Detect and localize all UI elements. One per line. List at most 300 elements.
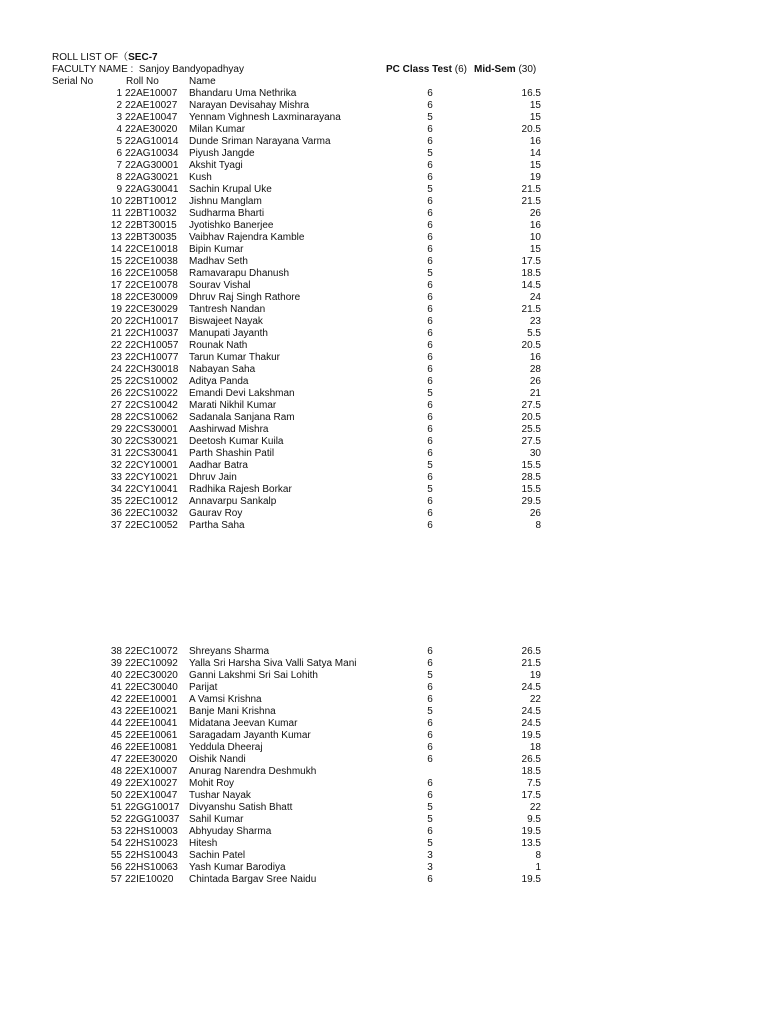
roll-no: 22CS10042 — [125, 400, 178, 411]
pc-class-test-mark: 6 — [427, 778, 433, 789]
student-name: Bipin Kumar — [189, 244, 244, 255]
mid-sem-mark: 14 — [529, 148, 541, 159]
pc-class-test-mark: 6 — [427, 520, 433, 531]
student-row — [0, 172, 768, 184]
serial-no: 39 — [110, 658, 122, 669]
pc-class-test-mark: 6 — [427, 244, 433, 255]
student-name: Anurag Narendra Deshmukh — [189, 766, 317, 777]
pc-class-test-mark: 5 — [427, 802, 433, 813]
roll-no: 22AE10047 — [125, 112, 178, 123]
student-name: Abhyuday Sharma — [189, 826, 272, 837]
pc-class-test-mark: 3 — [427, 850, 433, 861]
mid-sem-mark: 19.5 — [521, 826, 541, 837]
pc-class-test-mark: 6 — [427, 682, 433, 693]
student-row — [0, 658, 768, 670]
roll-no: 22EC30040 — [125, 682, 178, 693]
roll-no: 22AE10007 — [125, 88, 178, 99]
student-row — [0, 124, 768, 136]
mid-sem-mark: 16 — [529, 352, 541, 363]
student-row — [0, 340, 768, 352]
mid-sem-mark: 20.5 — [521, 412, 541, 423]
mid-sem-mark: 16.5 — [521, 88, 541, 99]
serial-no: 3 — [116, 112, 122, 123]
mid-sem-mark: 8 — [535, 850, 541, 861]
col-pc-label: PC Class Test — [386, 64, 452, 75]
serial-no: 6 — [116, 148, 122, 159]
roll-no: 22AE30020 — [125, 124, 178, 135]
pc-class-test-mark: 5 — [427, 148, 433, 159]
pc-class-test-mark: 6 — [427, 220, 433, 231]
roll-no: 22AG30001 — [125, 160, 179, 171]
roll-no: 22CE30009 — [125, 292, 178, 303]
student-row — [0, 862, 768, 874]
roll-no: 22CH10037 — [125, 328, 179, 339]
serial-no: 15 — [110, 256, 122, 267]
roll-no: 22GG10037 — [125, 814, 180, 825]
serial-no: 57 — [110, 874, 122, 885]
pc-class-test-mark: 6 — [427, 124, 433, 135]
mid-sem-mark: 5.5 — [527, 328, 541, 339]
mid-sem-mark: 15.5 — [521, 484, 541, 495]
student-name: Sourav Vishal — [189, 280, 251, 291]
serial-no: 9 — [116, 184, 122, 195]
roll-list-title — [52, 52, 158, 64]
roll-no: 22CS30041 — [125, 448, 178, 459]
pc-class-test-mark: 5 — [427, 112, 433, 123]
serial-no: 45 — [110, 730, 122, 741]
mid-sem-mark: 21 — [529, 388, 541, 399]
pc-class-test-mark: 5 — [427, 838, 433, 849]
roll-no: 22EE10021 — [125, 706, 178, 717]
student-name: Shreyans Sharma — [189, 646, 270, 657]
col-roll-header: Roll No — [126, 76, 159, 87]
student-row — [0, 88, 768, 100]
mid-sem-mark: 26.5 — [521, 646, 541, 657]
pc-class-test-mark: 6 — [427, 208, 433, 219]
mid-sem-mark: 26 — [529, 508, 541, 519]
serial-no: 31 — [110, 448, 122, 459]
student-name: Rounak Nath — [189, 340, 248, 351]
serial-no: 21 — [110, 328, 122, 339]
student-row — [0, 790, 768, 802]
student-row — [0, 460, 768, 472]
mid-sem-mark: 27.5 — [521, 436, 541, 447]
student-name: Yeddula Dheeraj — [189, 742, 263, 753]
serial-no: 36 — [110, 508, 122, 519]
pc-class-test-mark: 6 — [427, 472, 433, 483]
serial-no: 13 — [110, 232, 122, 243]
col-mid-max: (30) — [518, 64, 537, 75]
serial-no: 29 — [110, 424, 122, 435]
mid-sem-mark: 21.5 — [521, 184, 541, 195]
pc-class-test-mark: 6 — [427, 826, 433, 837]
mid-sem-mark: 23 — [529, 316, 541, 327]
serial-no: 42 — [110, 694, 122, 705]
faculty-line — [52, 64, 244, 76]
student-name: Emandi Devi Lakshman — [189, 388, 295, 399]
pc-class-test-mark: 6 — [427, 508, 433, 519]
serial-no: 14 — [110, 244, 122, 255]
student-name: Dhruv Jain — [189, 472, 237, 483]
student-name: Ganni Lakshmi Sri Sai Lohith — [189, 670, 318, 681]
roll-no: 22BT10032 — [125, 208, 177, 219]
roll-no: 22BT10012 — [125, 196, 177, 207]
student-name: A Vamsi Krishna — [189, 694, 262, 705]
serial-no: 24 — [110, 364, 122, 375]
student-row — [0, 718, 768, 730]
mid-sem-mark: 1 — [535, 862, 541, 873]
serial-no: 19 — [110, 304, 122, 315]
pc-class-test-mark: 6 — [427, 424, 433, 435]
mid-sem-mark: 15 — [529, 112, 541, 123]
serial-no: 28 — [110, 412, 122, 423]
student-name: Sahil Kumar — [189, 814, 244, 825]
pc-class-test-mark: 6 — [427, 172, 433, 183]
student-row — [0, 400, 768, 412]
student-name: Yash Kumar Barodiya — [189, 862, 286, 873]
roll-no: 22CY10041 — [125, 484, 178, 495]
serial-no: 11 — [111, 208, 122, 219]
student-name: Saragadam Jayanth Kumar — [189, 730, 311, 741]
pc-class-test-mark: 3 — [427, 862, 433, 873]
mid-sem-mark: 19.5 — [521, 874, 541, 885]
roll-no: 22CS30021 — [125, 436, 178, 447]
col-pc-header — [386, 64, 467, 76]
serial-no: 7 — [116, 160, 122, 171]
student-row — [0, 838, 768, 850]
roll-no: 22EX10007 — [125, 766, 178, 777]
student-row — [0, 436, 768, 448]
roll-no: 22EC10092 — [125, 658, 178, 669]
roll-no: 22CE10018 — [125, 244, 178, 255]
student-name: Nabayan Saha — [189, 364, 256, 375]
student-name: Aditya Panda — [189, 376, 249, 387]
mid-sem-mark: 16 — [529, 220, 541, 231]
mid-sem-mark: 17.5 — [521, 790, 541, 801]
mid-sem-mark: 24 — [529, 292, 541, 303]
student-row — [0, 670, 768, 682]
student-row — [0, 112, 768, 124]
section-label: SEC-7 — [128, 52, 158, 63]
student-name: Yennam Vighnesh Laxminarayana — [189, 112, 341, 123]
serial-no: 46 — [110, 742, 122, 753]
serial-no: 2 — [116, 100, 122, 111]
mid-sem-mark: 15 — [529, 100, 541, 111]
student-name: Yalla Sri Harsha Siva Valli Satya Mani — [189, 658, 357, 669]
faculty-label: FACULTY NAME : — [52, 64, 134, 75]
serial-no: 16 — [110, 268, 122, 279]
student-row — [0, 754, 768, 766]
pc-class-test-mark: 6 — [427, 160, 433, 171]
roll-no: 22EE10061 — [125, 730, 178, 741]
pc-class-test-mark: 6 — [427, 352, 433, 363]
student-name: Jishnu Manglam — [189, 196, 262, 207]
mid-sem-mark: 27.5 — [521, 400, 541, 411]
serial-no: 25 — [110, 376, 122, 387]
serial-no: 50 — [110, 790, 122, 801]
pc-class-test-mark: 6 — [427, 790, 433, 801]
student-row — [0, 826, 768, 838]
mid-sem-mark: 20.5 — [521, 124, 541, 135]
student-name: Parth Shashin Patil — [189, 448, 275, 459]
pc-class-test-mark: 6 — [427, 196, 433, 207]
student-name: Madhav Seth — [189, 256, 248, 267]
student-name: Milan Kumar — [189, 124, 246, 135]
pc-class-test-mark: 5 — [427, 814, 433, 825]
student-row — [0, 646, 768, 658]
pc-class-test-mark: 5 — [427, 706, 433, 717]
pc-class-test-mark: 5 — [427, 670, 433, 681]
roll-no: 22CE10058 — [125, 268, 178, 279]
mid-sem-mark: 29.5 — [521, 496, 541, 507]
serial-no: 18 — [110, 292, 122, 303]
student-name: Tushar Nayak — [189, 790, 251, 801]
serial-no: 37 — [110, 520, 122, 531]
serial-no: 35 — [110, 496, 122, 507]
student-name: Marati Nikhil Kumar — [189, 400, 277, 411]
mid-sem-mark: 15 — [529, 244, 541, 255]
mid-sem-mark: 26 — [529, 376, 541, 387]
serial-no: 53 — [110, 826, 122, 837]
student-row — [0, 352, 768, 364]
mid-sem-mark: 24.5 — [521, 682, 541, 693]
student-row — [0, 244, 768, 256]
student-row — [0, 508, 768, 520]
serial-no: 26 — [110, 388, 122, 399]
pc-class-test-mark: 6 — [427, 304, 433, 315]
mid-sem-mark: 19 — [529, 172, 541, 183]
pc-class-test-mark: 5 — [427, 460, 433, 471]
pc-class-test-mark: 6 — [427, 280, 433, 291]
roll-no: 22CH10017 — [125, 316, 179, 327]
pc-class-test-mark: 5 — [427, 268, 433, 279]
student-row — [0, 388, 768, 400]
mid-sem-mark: 18.5 — [521, 766, 541, 777]
serial-no: 55 — [110, 850, 122, 861]
student-name: Bhandaru Uma Nethrika — [189, 88, 297, 99]
roll-no: 22CE30029 — [125, 304, 178, 315]
student-name: Akshit Tyagi — [189, 160, 243, 171]
roll-no: 22AG30041 — [125, 184, 179, 195]
serial-no: 30 — [110, 436, 122, 447]
roll-no: 22AG10014 — [125, 136, 179, 147]
student-row — [0, 424, 768, 436]
student-name: Banje Mani Krishna — [189, 706, 276, 717]
student-row — [0, 874, 768, 886]
serial-no: 56 — [110, 862, 122, 873]
roll-no: 22CH10057 — [125, 340, 179, 351]
student-row — [0, 730, 768, 742]
student-name: Tantresh Nandan — [189, 304, 266, 315]
student-name: Dhruv Raj Singh Rathore — [189, 292, 301, 303]
mid-sem-mark: 14.5 — [521, 280, 541, 291]
serial-no: 23 — [110, 352, 122, 363]
col-name-header: Name — [189, 76, 216, 87]
mid-sem-mark: 19.5 — [521, 730, 541, 741]
roll-no: 22CS30001 — [125, 424, 178, 435]
student-name: Deetosh Kumar Kuila — [189, 436, 284, 447]
student-name: Aashirwad Mishra — [189, 424, 269, 435]
mid-sem-mark: 10 — [529, 232, 541, 243]
roll-no: 22AG30021 — [125, 172, 179, 183]
roll-no: 22BT30035 — [125, 232, 177, 243]
col-mid-header — [474, 64, 536, 76]
pc-class-test-mark: 6 — [427, 730, 433, 741]
pc-class-test-mark: 6 — [427, 316, 433, 327]
faculty-name: Sanjoy Bandyopadhyay — [138, 64, 244, 75]
roll-no: 22EC10072 — [125, 646, 178, 657]
pc-class-test-mark: 6 — [427, 718, 433, 729]
pc-class-test-mark: 6 — [427, 496, 433, 507]
mid-sem-mark: 21.5 — [521, 304, 541, 315]
student-name: Sachin Patel — [189, 850, 246, 861]
student-row — [0, 364, 768, 376]
student-name: Hitesh — [189, 838, 218, 849]
student-row — [0, 148, 768, 160]
serial-no: 38 — [110, 646, 122, 657]
pc-class-test-mark: 6 — [427, 694, 433, 705]
serial-no: 8 — [116, 172, 122, 183]
roll-no: 22EE10001 — [125, 694, 178, 705]
pc-class-test-mark: 6 — [427, 376, 433, 387]
student-row — [0, 280, 768, 292]
student-row — [0, 256, 768, 268]
mid-sem-mark: 15 — [529, 160, 541, 171]
student-row — [0, 292, 768, 304]
student-row — [0, 520, 768, 532]
roll-no: 22CE10078 — [125, 280, 178, 291]
student-name: Manupati Jayanth — [189, 328, 268, 339]
student-name: Sudharma Bharti — [189, 208, 265, 219]
pc-class-test-mark: 6 — [427, 232, 433, 243]
roll-no: 22CY10001 — [125, 460, 178, 471]
student-row — [0, 778, 768, 790]
serial-no: 27 — [110, 400, 122, 411]
pc-class-test-mark: 6 — [427, 754, 433, 765]
pc-class-test-mark: 6 — [427, 256, 433, 267]
pc-class-test-mark: 6 — [427, 742, 433, 753]
serial-no: 22 — [110, 340, 122, 351]
serial-no: 34 — [110, 484, 122, 495]
student-row — [0, 706, 768, 718]
roll-no: 22EE10041 — [125, 718, 178, 729]
student-rows-block-2 — [0, 646, 768, 886]
roll-no: 22HS10003 — [125, 826, 178, 837]
serial-no: 20 — [110, 316, 122, 327]
student-row — [0, 268, 768, 280]
pc-class-test-mark: 6 — [427, 646, 433, 657]
student-row — [0, 220, 768, 232]
student-row — [0, 682, 768, 694]
pc-class-test-mark: 5 — [427, 388, 433, 399]
mid-sem-mark: 22 — [529, 802, 541, 813]
mid-sem-mark: 26.5 — [521, 754, 541, 765]
mid-sem-mark: 24.5 — [521, 718, 541, 729]
serial-no: 54 — [110, 838, 122, 849]
roll-no: 22CH10077 — [125, 352, 179, 363]
mid-sem-mark: 8 — [535, 520, 541, 531]
col-pc-max: (6) — [454, 64, 467, 75]
student-name: Divyanshu Satish Bhatt — [189, 802, 293, 813]
student-name: Sachin Krupal Uke — [189, 184, 272, 195]
student-row — [0, 814, 768, 826]
serial-no: 52 — [110, 814, 122, 825]
student-row — [0, 742, 768, 754]
student-row — [0, 196, 768, 208]
student-name: Kush — [189, 172, 212, 183]
student-name: Mohit Roy — [189, 778, 235, 789]
roll-no: 22EX10047 — [125, 790, 178, 801]
student-name: Piyush Jangde — [189, 148, 255, 159]
student-name: Biswajeet Nayak — [189, 316, 263, 327]
student-row — [0, 100, 768, 112]
pc-class-test-mark: 6 — [427, 340, 433, 351]
roll-no: 22HS10063 — [125, 862, 178, 873]
student-row — [0, 304, 768, 316]
student-row — [0, 136, 768, 148]
roll-no: 22CE10038 — [125, 256, 178, 267]
student-row — [0, 376, 768, 388]
student-name: Parijat — [189, 682, 218, 693]
student-row — [0, 184, 768, 196]
pc-class-test-mark: 6 — [427, 448, 433, 459]
student-row — [0, 328, 768, 340]
mid-sem-mark: 9.5 — [527, 814, 541, 825]
mid-sem-mark: 21.5 — [521, 196, 541, 207]
mid-sem-mark: 17.5 — [521, 256, 541, 267]
serial-no: 4 — [116, 124, 122, 135]
student-row — [0, 496, 768, 508]
serial-no: 51 — [110, 802, 122, 813]
mid-sem-mark: 20.5 — [521, 340, 541, 351]
student-row — [0, 316, 768, 328]
roll-list-prefix: ROLL LIST OF（ — [52, 52, 129, 63]
student-row — [0, 448, 768, 460]
student-row — [0, 694, 768, 706]
serial-no: 47 — [110, 754, 122, 765]
serial-no: 32 — [110, 460, 122, 471]
roll-no: 22EE30020 — [125, 754, 178, 765]
student-name: Partha Saha — [189, 520, 245, 531]
pc-class-test-mark: 6 — [427, 658, 433, 669]
student-rows-block-1 — [0, 88, 768, 532]
roll-no: 22EC10032 — [125, 508, 178, 519]
student-name: Tarun Kumar Thakur — [189, 352, 280, 363]
roll-no: 22CS10022 — [125, 388, 178, 399]
mid-sem-mark: 28 — [529, 364, 541, 375]
student-name: Radhika Rajesh Borkar — [189, 484, 292, 495]
serial-no: 5 — [116, 136, 122, 147]
student-name: Oishik Nandi — [189, 754, 246, 765]
mid-sem-mark: 24.5 — [521, 706, 541, 717]
roll-no: 22HS10023 — [125, 838, 178, 849]
serial-no: 43 — [110, 706, 122, 717]
roll-no: 22AG10034 — [125, 148, 179, 159]
serial-no: 44 — [110, 718, 122, 729]
mid-sem-mark: 28.5 — [521, 472, 541, 483]
serial-no: 33 — [110, 472, 122, 483]
mid-sem-mark: 25.5 — [521, 424, 541, 435]
student-name: Sadanala Sanjana Ram — [189, 412, 295, 423]
student-name: Annavarpu Sankalp — [189, 496, 277, 507]
student-row — [0, 484, 768, 496]
mid-sem-mark: 15.5 — [521, 460, 541, 471]
pc-class-test-mark: 5 — [427, 184, 433, 195]
roll-no: 22CS10002 — [125, 376, 178, 387]
pc-class-test-mark: 6 — [427, 400, 433, 411]
pc-class-test-mark: 6 — [427, 436, 433, 447]
student-name: Aadhar Batra — [189, 460, 248, 471]
